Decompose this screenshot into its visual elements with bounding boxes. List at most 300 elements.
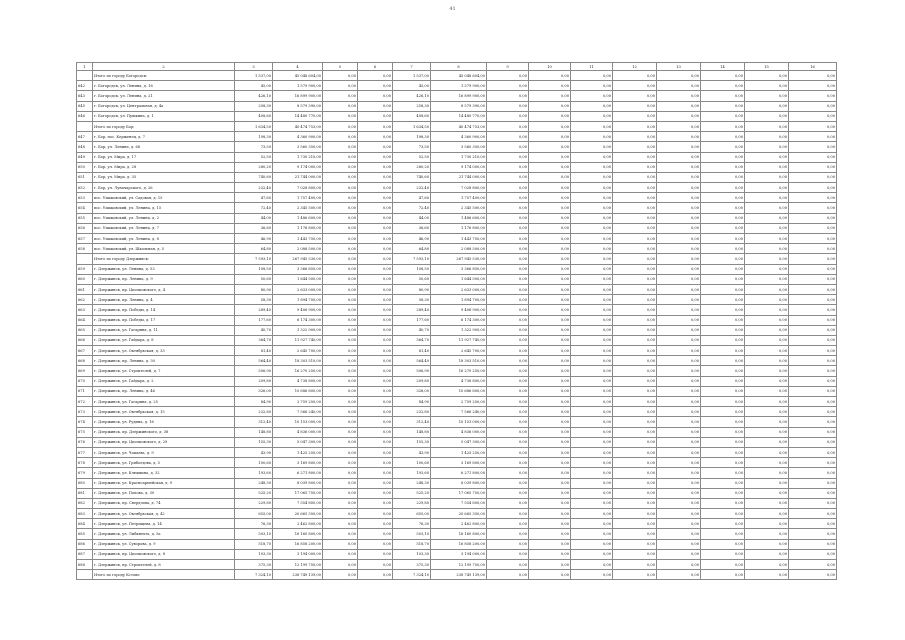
value-cell: 0,00 xyxy=(487,468,529,478)
value-cell: 0,00 xyxy=(657,244,701,254)
value-cell: 0,00 xyxy=(487,234,529,244)
value-cell: 0,00 xyxy=(571,132,613,142)
value-cell: 0,00 xyxy=(323,142,358,152)
value-cell: 1 425 250,00 xyxy=(273,447,323,457)
value-cell: 0,00 xyxy=(789,346,837,356)
value-cell: 0,00 xyxy=(613,254,657,264)
value-cell: 0,00 xyxy=(571,183,613,193)
value-cell: 0,00 xyxy=(358,346,393,356)
value-cell: 0,00 xyxy=(358,274,393,284)
value-cell: 0,00 xyxy=(529,458,571,468)
value-cell: 0,00 xyxy=(529,71,571,81)
value-cell: 0,00 xyxy=(613,234,657,244)
value-cell: 0,00 xyxy=(657,284,701,294)
value-cell: 0,00 xyxy=(529,437,571,447)
value-cell: 3 169 800,00 xyxy=(431,458,487,468)
value-cell: 1 894 700,00 xyxy=(273,295,323,305)
value-cell: 0,00 xyxy=(657,366,701,376)
column-number: 10 xyxy=(529,63,571,71)
value-cell: 506,90 xyxy=(235,366,273,376)
value-cell: 0,00 xyxy=(571,81,613,91)
row-number: 673 xyxy=(77,407,93,417)
value-cell: 506,90 xyxy=(393,366,431,376)
table-row xyxy=(77,244,837,254)
value-cell: 0,00 xyxy=(701,244,745,254)
value-cell: 0,00 xyxy=(613,193,657,203)
value-cell: 1 757 400,00 xyxy=(431,193,487,203)
value-cell: 0,00 xyxy=(701,183,745,193)
row-number: 671 xyxy=(77,386,93,396)
value-cell: 0,00 xyxy=(571,376,613,386)
value-cell: 0,00 xyxy=(701,71,745,81)
value-cell: 1 537,00 xyxy=(393,71,431,81)
value-cell: 0,00 xyxy=(701,295,745,305)
value-cell: 0,00 xyxy=(613,407,657,417)
table-row xyxy=(77,162,837,172)
value-cell: 0,00 xyxy=(323,132,358,142)
value-cell: 0,00 xyxy=(323,193,358,203)
address-cell: г. Дзержинск, ул. Рудина, д. 16 xyxy=(93,417,235,427)
value-cell: 0,00 xyxy=(789,549,837,559)
value-cell: 0,00 xyxy=(745,458,789,468)
value-cell: 0,00 xyxy=(529,519,571,529)
value-cell: 364,70 xyxy=(393,335,431,345)
column-number: 14 xyxy=(701,63,745,71)
value-cell: 20 665 350,00 xyxy=(273,509,323,519)
value-cell: 84,90 xyxy=(393,397,431,407)
value-cell: 0,00 xyxy=(571,447,613,457)
value-cell: 2 633 000,00 xyxy=(431,284,487,294)
value-cell: 0,00 xyxy=(323,560,358,570)
value-cell: 0,00 xyxy=(487,376,529,386)
value-cell: 0,00 xyxy=(323,549,358,559)
value-cell: 3 560 350,00 xyxy=(273,142,323,152)
table-row xyxy=(77,213,837,223)
table-row xyxy=(77,295,837,305)
value-cell: 0,00 xyxy=(487,244,529,254)
address-cell: г. Богородск, ул. Ленина, д. 16 xyxy=(93,81,235,91)
value-cell: 2 645 700,00 xyxy=(273,346,323,356)
address-cell: г. Дзержинск, ул. Гайдара, д. 2 xyxy=(93,376,235,386)
value-cell: 76,30 xyxy=(235,519,273,529)
value-cell: 0,00 xyxy=(789,519,837,529)
table-row xyxy=(77,346,837,356)
address-cell: г. Дзержинск, ул. Петрищева, д. 14 xyxy=(93,519,235,529)
value-cell: 0,00 xyxy=(529,447,571,457)
value-cell: 0,00 xyxy=(789,152,837,162)
address-cell: пос. Ушаковский, ул. Ленина, д. 7 xyxy=(93,223,235,233)
value-cell: 0,00 xyxy=(571,539,613,549)
value-cell: 0,00 xyxy=(358,91,393,101)
value-cell: 0,00 xyxy=(529,142,571,152)
value-cell: 0,00 xyxy=(745,193,789,203)
row-number: 661 xyxy=(77,284,93,294)
value-cell: 1 322 900,00 xyxy=(273,325,323,335)
value-cell: 45 048 604,00 xyxy=(431,71,487,81)
value-cell: 0,00 xyxy=(487,172,529,182)
value-cell: 0,00 xyxy=(745,142,789,152)
value-cell: 209,80 xyxy=(235,376,273,386)
value-cell: 0,00 xyxy=(323,509,358,519)
value-cell: 0,00 xyxy=(613,172,657,182)
value-cell: 0,00 xyxy=(487,71,529,81)
value-cell: 0,00 xyxy=(323,254,358,264)
value-cell: 518,70 xyxy=(235,539,273,549)
value-cell: 0,00 xyxy=(613,356,657,366)
value-cell: 0,00 xyxy=(745,386,789,396)
value-cell: 0,00 xyxy=(745,213,789,223)
table-row xyxy=(77,91,837,101)
value-cell: 326,00 xyxy=(235,386,273,396)
address-cell: г. Дзержинск, ул. Гагарина, д. 25 xyxy=(93,397,235,407)
value-cell: 0,00 xyxy=(657,121,701,131)
value-cell: 0,00 xyxy=(487,325,529,335)
value-cell: 0,00 xyxy=(529,101,571,111)
row-number: 686 xyxy=(77,539,93,549)
address-cell: г. Дзержинск, ул. Клюквина, д. 32 xyxy=(93,468,235,478)
value-cell: 1 176 800,00 xyxy=(273,223,323,233)
value-cell: 525,20 xyxy=(235,488,273,498)
register-table xyxy=(76,62,837,580)
value-cell: 0,00 xyxy=(571,437,613,447)
value-cell: 0,00 xyxy=(789,468,837,478)
value-cell: 0,00 xyxy=(657,335,701,345)
row-number: 659 xyxy=(77,264,93,274)
value-cell: 0,00 xyxy=(613,498,657,508)
value-cell: 0,00 xyxy=(323,223,358,233)
value-cell: 0,00 xyxy=(701,560,745,570)
value-cell: 0,00 xyxy=(745,254,789,264)
address-cell: пос. Ушаковский, ул. Ленина, д. 2 xyxy=(93,213,235,223)
value-cell: 0,00 xyxy=(657,386,701,396)
value-cell: 0,00 xyxy=(529,172,571,182)
value-cell: 1 894 700,00 xyxy=(431,295,487,305)
value-cell: 0,00 xyxy=(358,244,393,254)
value-cell: 46,90 xyxy=(393,234,431,244)
address-cell: г. Дзержинск, пр. Циолковского, д. 29 xyxy=(93,437,235,447)
table-row xyxy=(77,152,837,162)
value-cell: 16 858 200,00 xyxy=(431,539,487,549)
column-number: 12 xyxy=(613,63,657,71)
row-number xyxy=(77,254,93,264)
value-cell: 0,00 xyxy=(323,81,358,91)
value-cell: 408,60 xyxy=(235,111,273,121)
value-cell: 0,00 xyxy=(323,315,358,325)
value-cell: 0,00 xyxy=(789,325,837,335)
value-cell: 0,00 xyxy=(745,509,789,519)
value-cell: 229,80 xyxy=(393,498,431,508)
value-cell: 0,00 xyxy=(613,346,657,356)
value-cell: 0,00 xyxy=(358,111,393,121)
value-cell: 740,60 xyxy=(393,172,431,182)
value-cell: 0,00 xyxy=(323,162,358,172)
value-cell: 0,00 xyxy=(701,478,745,488)
value-cell: 0,00 xyxy=(487,549,529,559)
value-cell: 0,00 xyxy=(613,437,657,447)
value-cell: 0,00 xyxy=(487,560,529,570)
value-cell: 0,00 xyxy=(789,305,837,315)
value-cell: 72,40 xyxy=(393,203,431,213)
value-cell: 0,00 xyxy=(701,386,745,396)
value-cell: 0,00 xyxy=(701,81,745,91)
value-cell: 52,50 xyxy=(393,152,431,162)
value-cell: 0,00 xyxy=(613,386,657,396)
value-cell: 426,10 xyxy=(393,91,431,101)
value-cell: 0,00 xyxy=(701,223,745,233)
address-cell: г. Богородск, ул. Центральная, д. 4а xyxy=(93,101,235,111)
table-row xyxy=(77,132,837,142)
row-number: 648 xyxy=(77,142,93,152)
value-cell: 177,60 xyxy=(235,315,273,325)
value-cell: 0,00 xyxy=(358,509,393,519)
value-cell: 0,00 xyxy=(745,91,789,101)
value-cell: 408,60 xyxy=(393,111,431,121)
value-cell: 1 486 600,00 xyxy=(273,213,323,223)
value-cell: 0,00 xyxy=(529,111,571,121)
value-cell: 0,00 xyxy=(701,570,745,580)
value-cell: 0,00 xyxy=(789,81,837,91)
value-cell: 0,00 xyxy=(613,223,657,233)
value-cell: 0,00 xyxy=(323,386,358,396)
value-cell: 0,00 xyxy=(745,560,789,570)
table-row xyxy=(77,509,837,519)
value-cell: 1 443 750,00 xyxy=(273,234,323,244)
value-cell: 0,00 xyxy=(657,193,701,203)
value-cell: 0,00 xyxy=(789,570,837,580)
value-cell: 0,00 xyxy=(487,315,529,325)
value-cell: 8 039 800,00 xyxy=(431,478,487,488)
value-cell: 0,00 xyxy=(323,437,358,447)
value-cell: 0,00 xyxy=(323,284,358,294)
value-cell: 0,00 xyxy=(657,223,701,233)
value-cell: 21 744 000,00 xyxy=(431,172,487,182)
row-number: 670 xyxy=(77,376,93,386)
value-cell: 0,00 xyxy=(789,234,837,244)
value-cell: 108,50 xyxy=(393,264,431,274)
value-cell: 36,60 xyxy=(235,223,273,233)
value-cell: 1 425 250,00 xyxy=(431,447,487,457)
column-number: 1 xyxy=(77,63,93,71)
value-cell: 0,00 xyxy=(571,549,613,559)
value-cell: 6 271 800,00 xyxy=(273,468,323,478)
value-cell: 1 322 900,00 xyxy=(431,325,487,335)
value-cell: 564,40 xyxy=(235,356,273,366)
value-cell: 0,00 xyxy=(745,81,789,91)
address-cell: г. Дзержинск, ул. Строителей, д. 7 xyxy=(93,366,235,376)
value-cell: 0,00 xyxy=(789,335,837,345)
row-number: 664 xyxy=(77,315,93,325)
address-cell: пос. Ушаковский, ул. Ленина, д. 8 xyxy=(93,234,235,244)
row-number: 679 xyxy=(77,468,93,478)
value-cell: 0,00 xyxy=(487,437,529,447)
table-row xyxy=(77,417,837,427)
value-cell: 0,00 xyxy=(745,417,789,427)
value-cell: 0,00 xyxy=(789,366,837,376)
value-cell: 0,00 xyxy=(613,305,657,315)
table-row xyxy=(77,284,837,294)
value-cell: 518,70 xyxy=(393,539,431,549)
value-cell: 0,00 xyxy=(323,111,358,121)
value-cell: 0,00 xyxy=(701,121,745,131)
value-cell: 0,00 xyxy=(745,152,789,162)
column-number: 5 xyxy=(323,63,358,71)
table-row xyxy=(77,397,837,407)
value-cell: 232,40 xyxy=(235,183,273,193)
row-number: 649 xyxy=(77,152,93,162)
table-row xyxy=(77,203,837,213)
table-row xyxy=(77,366,837,376)
value-cell: 0,00 xyxy=(745,570,789,580)
value-cell: 0,00 xyxy=(657,498,701,508)
value-cell: 0,00 xyxy=(613,397,657,407)
value-cell: 0,00 xyxy=(789,437,837,447)
value-cell: 229,80 xyxy=(235,498,273,508)
address-cell: Итого по городу Дзержинск: xyxy=(93,254,235,264)
value-cell: 0,00 xyxy=(358,325,393,335)
value-cell: 0,00 xyxy=(701,203,745,213)
value-cell: 0,00 xyxy=(487,193,529,203)
row-number: 650 xyxy=(77,162,93,172)
value-cell: 0,00 xyxy=(529,478,571,488)
value-cell: 0,00 xyxy=(657,488,701,498)
value-cell: 0,00 xyxy=(487,478,529,488)
value-cell: 1 579 900,00 xyxy=(273,81,323,91)
value-cell: 17 065 750,00 xyxy=(273,488,323,498)
value-cell: 40 474 753,00 xyxy=(431,121,487,131)
value-cell: 0,00 xyxy=(745,397,789,407)
table-row xyxy=(77,223,837,233)
value-cell: 0,00 xyxy=(358,458,393,468)
value-cell: 375,30 xyxy=(393,560,431,570)
value-cell: 0,00 xyxy=(571,356,613,366)
value-cell: 0,00 xyxy=(487,284,529,294)
value-cell: 0,00 xyxy=(487,121,529,131)
table-row xyxy=(77,142,837,152)
value-cell: 45,00 xyxy=(235,81,273,91)
value-cell: 5 047 300,00 xyxy=(431,437,487,447)
row-number: 681 xyxy=(77,488,93,498)
value-cell: 0,00 xyxy=(358,71,393,81)
value-cell: 0,00 xyxy=(571,234,613,244)
value-cell: 0,00 xyxy=(358,203,393,213)
value-cell: 0,00 xyxy=(613,111,657,121)
value-cell: 4 360 900,00 xyxy=(273,132,323,142)
value-cell: 0,00 xyxy=(745,407,789,417)
value-cell: 0,00 xyxy=(529,529,571,539)
value-cell: 0,00 xyxy=(323,121,358,131)
value-cell: 10 153 000,00 xyxy=(273,417,323,427)
value-cell: 0,00 xyxy=(613,71,657,81)
value-cell: 0,00 xyxy=(323,427,358,437)
value-cell: 2 462 800,00 xyxy=(431,519,487,529)
value-cell: 0,00 xyxy=(571,152,613,162)
address-cell: г. Дзержинск, пр. Дзержинского, д. 38 xyxy=(93,427,235,437)
value-cell: 0,00 xyxy=(487,386,529,396)
row-number: 669 xyxy=(77,366,93,376)
value-cell: 0,00 xyxy=(323,183,358,193)
value-cell: 0,00 xyxy=(323,529,358,539)
value-cell: 2 462 800,00 xyxy=(273,519,323,529)
value-cell: 0,00 xyxy=(657,478,701,488)
value-cell: 0,00 xyxy=(358,315,393,325)
value-cell: 0,00 xyxy=(487,101,529,111)
value-cell: 740,60 xyxy=(235,172,273,182)
value-cell: 258,30 xyxy=(393,101,431,111)
value-cell: 44,00 xyxy=(393,213,431,223)
value-cell: 289,40 xyxy=(393,305,431,315)
value-cell: 0,00 xyxy=(571,71,613,81)
row-number: 687 xyxy=(77,549,93,559)
value-cell: 7 324,10 xyxy=(235,570,273,580)
table-row xyxy=(77,376,837,386)
value-cell: 0,00 xyxy=(745,539,789,549)
value-cell: 0,00 xyxy=(789,203,837,213)
value-cell: 0,00 xyxy=(323,498,358,508)
value-cell: 0,00 xyxy=(789,417,837,427)
value-cell: 0,00 xyxy=(529,468,571,478)
value-cell: 0,00 xyxy=(571,519,613,529)
value-cell: 58,30 xyxy=(393,295,431,305)
value-cell: 0,00 xyxy=(745,376,789,386)
value-cell: 0,00 xyxy=(529,560,571,570)
value-cell: 0,00 xyxy=(571,305,613,315)
value-cell: 0,00 xyxy=(613,121,657,131)
value-cell: 0,00 xyxy=(613,447,657,457)
value-cell: 6 174 300,00 xyxy=(273,315,323,325)
value-cell: 0,00 xyxy=(323,203,358,213)
subtotal-row xyxy=(77,570,837,580)
row-number: 683 xyxy=(77,509,93,519)
table-row xyxy=(77,234,837,244)
value-cell: 0,00 xyxy=(789,376,837,386)
value-cell: 232,80 xyxy=(393,407,431,417)
value-cell: 76,30 xyxy=(393,519,431,529)
value-cell: 7 593,10 xyxy=(393,254,431,264)
address-cell: г. Дзержинск, ул. Ленина, д. 53 xyxy=(93,264,235,274)
value-cell: 0,00 xyxy=(789,121,837,131)
address-cell: г. Дзержинск, ул. Октябрьская, д. 15 xyxy=(93,407,235,417)
value-cell: 0,00 xyxy=(529,407,571,417)
row-number: 678 xyxy=(77,458,93,468)
value-cell: 0,00 xyxy=(613,284,657,294)
row-number: 646 xyxy=(77,111,93,121)
value-cell: 155,30 xyxy=(393,437,431,447)
value-cell: 1 537,00 xyxy=(235,71,273,81)
value-cell: 0,00 xyxy=(571,509,613,519)
value-cell: 0,00 xyxy=(571,244,613,254)
value-cell: 0,00 xyxy=(657,458,701,468)
value-cell: 0,00 xyxy=(571,203,613,213)
table-row xyxy=(77,183,837,193)
value-cell: 0,00 xyxy=(701,356,745,366)
value-cell: 0,00 xyxy=(657,111,701,121)
value-cell: 0,00 xyxy=(789,264,837,274)
value-cell: 0,00 xyxy=(789,407,837,417)
value-cell: 0,00 xyxy=(358,356,393,366)
value-cell: 0,00 xyxy=(358,468,393,478)
value-cell: 16 270 250,00 xyxy=(431,366,487,376)
value-cell: 0,00 xyxy=(701,193,745,203)
value-cell: 0,00 xyxy=(571,193,613,203)
value-cell: 3 194 000,00 xyxy=(273,549,323,559)
value-cell: 0,00 xyxy=(529,295,571,305)
value-cell: 525,20 xyxy=(393,488,431,498)
value-cell: 0,00 xyxy=(701,91,745,101)
value-cell: 0,00 xyxy=(613,162,657,172)
row-number: 663 xyxy=(77,305,93,315)
value-cell: 0,00 xyxy=(745,488,789,498)
address-cell: г. Дзержинск, пр. Строителей, д. 8 xyxy=(93,560,235,570)
